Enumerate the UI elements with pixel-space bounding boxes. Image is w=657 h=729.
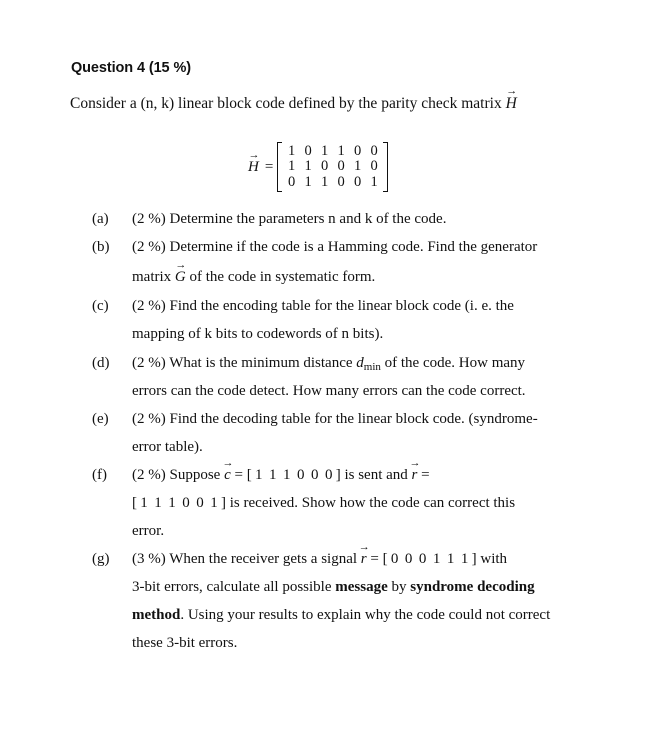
matrix-cell: 1	[320, 173, 329, 190]
item-label: (a)	[92, 211, 109, 227]
matrix-cell: 0	[370, 142, 378, 159]
matrix-label-h: → H	[248, 159, 259, 176]
vector-r: → r	[361, 551, 367, 568]
item-text: errors can the code detect. How many errors can the code correct.	[132, 383, 526, 399]
bit: 0	[390, 551, 399, 567]
bracket: ]	[221, 495, 226, 511]
vector-c: → c	[224, 467, 231, 484]
text-part: by	[391, 579, 407, 595]
text-part: 3-bit errors, calculate all possible	[132, 579, 332, 595]
bold-term: method	[132, 607, 181, 623]
item-label: (f)	[92, 467, 107, 483]
item-text: error.	[132, 523, 165, 539]
matrix-cell: 0	[353, 142, 362, 159]
item-label: (b)	[92, 239, 110, 255]
item-text: error table).	[132, 439, 203, 455]
matrix-cell: 1	[353, 158, 362, 175]
bit: 0	[418, 551, 427, 567]
bit: 1	[140, 495, 148, 511]
item-text	[132, 579, 535, 596]
matrix-left-bracket	[277, 142, 282, 192]
bit: 0	[296, 467, 305, 483]
item-text: (2 %) Find the decoding table for the linear block code. (syndrome-	[132, 411, 538, 427]
matrix-cell: 0	[320, 158, 329, 175]
bit: 1	[210, 495, 218, 511]
text-part: with	[480, 551, 508, 567]
bit: 1	[268, 467, 277, 483]
matrix-cell: 1	[304, 173, 312, 190]
bit: 1	[154, 495, 162, 511]
item-label: (g)	[92, 551, 110, 567]
matrix-cell: 0	[337, 158, 345, 175]
bit: 1	[460, 551, 469, 567]
item-label: (d)	[92, 355, 110, 371]
bold-term: message	[335, 579, 388, 595]
parity-check-matrix	[248, 142, 388, 192]
text-part: of the code in systematic form.	[189, 269, 376, 285]
vector-r: → r	[412, 467, 418, 484]
equals: = [	[234, 467, 252, 483]
item-text	[132, 607, 550, 624]
text-part: is sent and	[344, 467, 408, 483]
matrix-cell: 0	[353, 173, 362, 190]
matrix-cell: 0	[304, 142, 312, 159]
bit: 0	[182, 495, 190, 511]
text-part: is received. Show how the code can correct this	[229, 495, 516, 511]
matrix-cell: 1	[287, 158, 296, 175]
dmin-subscript: min	[363, 361, 381, 373]
text-part: matrix	[132, 269, 172, 285]
matrix-cell: 1	[304, 158, 312, 175]
intro-vector-h: → H	[506, 95, 517, 113]
item-label: (c)	[92, 298, 109, 314]
text-part: . Using your results to explain why the code could not correct	[180, 607, 551, 623]
bit: 0	[196, 495, 204, 511]
matrix-right-bracket	[383, 142, 388, 192]
bracket: ]	[335, 467, 341, 483]
bit: 1	[168, 495, 176, 511]
matrix-cell: 0	[337, 173, 345, 190]
question-heading: Question 4 (15 %)	[71, 60, 191, 76]
text-part: (2 %) What is the minimum distance	[132, 355, 353, 371]
equals: = [	[370, 551, 388, 567]
bold-term: syndrome decoding	[410, 579, 535, 595]
bit: 0	[310, 467, 319, 483]
bit: 1	[446, 551, 455, 567]
item-text	[132, 467, 430, 484]
matrix-cell: 1	[320, 142, 329, 159]
dmin-symbol: d	[356, 355, 364, 371]
bracket: [	[132, 495, 137, 511]
matrix-grid	[283, 144, 382, 191]
item-text: these 3-bit errors.	[132, 635, 238, 651]
matrix-cell: 0	[287, 173, 296, 190]
bit: 1	[254, 467, 263, 483]
bit: 0	[324, 467, 333, 483]
matrix-cell: 0	[370, 158, 378, 175]
text-part: (3 %) When the receiver gets a signal	[132, 551, 358, 567]
equals: =	[421, 467, 430, 483]
item-text: (2 %) Find the encoding table for the linear block code (i. e. the	[132, 298, 514, 314]
item-text: (2 %) Determine the parameters n and k of the code.	[132, 211, 447, 227]
bit: 1	[432, 551, 441, 567]
vector-g: → G	[175, 269, 186, 286]
text-part: of the code. How many	[384, 355, 526, 371]
item-label: (e)	[92, 411, 109, 427]
item-text	[132, 495, 515, 512]
matrix-equals: =	[264, 158, 274, 175]
item-text	[132, 355, 525, 372]
bit: 0	[404, 551, 413, 567]
item-text	[132, 551, 507, 568]
bit: 1	[282, 467, 291, 483]
bracket: ]	[471, 551, 477, 567]
matrix-cell: 1	[287, 142, 296, 159]
text-part: (2 %) Suppose	[132, 467, 221, 483]
item-text: mapping of k bits to codewords of n bits).	[132, 326, 384, 342]
matrix-cell: 1	[370, 173, 378, 190]
item-text: (2 %) Determine if the code is a Hamming code. Find the generator	[132, 239, 538, 255]
item-text	[132, 269, 375, 286]
intro-text	[70, 95, 517, 113]
matrix-cell: 1	[337, 142, 345, 159]
intro-sentence: Consider a (n, k) linear block code defined by the parity check matrix	[70, 95, 502, 112]
